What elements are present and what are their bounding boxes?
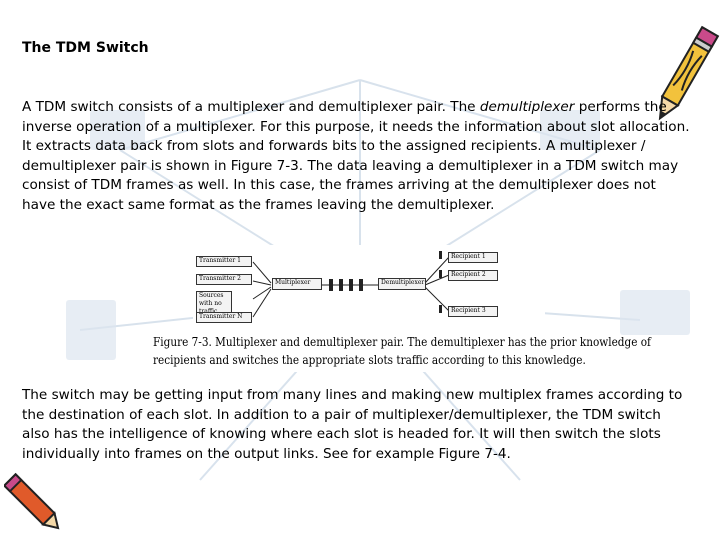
para1-text-end: performs the inverse operation of a multiplexer. For this purpose, it needs the information about slot allocation. It extracts data back from slots and forwards bits to the assigned recipients. A multiplexer / demultiplexer pair is shown in Figure 7-3. The data leaving a demultiplexer in a TDM switch may consist of TDM frames as well. In this case, the frames arriving at the demultiplexer does not have the exact same format as the frames leaving the demultiplexer. <box>22 99 690 213</box>
pencil-icon <box>4 470 64 538</box>
intro-paragraph <box>22 98 692 216</box>
para1-italic-term: demultiplexer <box>479 99 575 115</box>
figure-caption-line-2: recipients and switches the appropriate slots traffic according to this knowledge. <box>153 353 586 367</box>
laptop-icon <box>620 290 690 335</box>
recipient-2-box: Recipient 2 <box>448 270 498 281</box>
recipient-3-box: Recipient 3 <box>448 306 498 317</box>
transmitter-2-box: Transmitter 2 <box>196 274 252 285</box>
switch-paragraph: The switch may be getting input from many lines and making new multiplex frames according to the destination of each slot. In addition to a pair of multiplexer/demultiplexer, the TDM switch also has the intelligence of knowing where each slot is headed for. It will then switch the slots individually into frames on the output links. See for example Figure 7-4. <box>22 387 683 462</box>
recipient-1-box: Recipient 1 <box>448 252 498 263</box>
transmitter-1-box: Transmitter 1 <box>196 256 252 267</box>
para1-text-start: A TDM switch consists of a multiplexer and demultiplexer pair. The <box>22 99 480 115</box>
demultiplexer-box: Demultiplexer <box>378 278 426 290</box>
figure-caption <box>153 333 651 369</box>
sources-no-traffic-box: Sources with no <box>196 291 232 313</box>
transmitter-n-box: Transmitter N <box>196 312 252 323</box>
page-title: The TDM Switch <box>22 40 149 56</box>
multiplexer-box: Multiplexer <box>272 278 322 290</box>
figure-caption-line-1: Figure 7-3. Multiplexer and demultiplexer pair. The demultiplexer has the prior knowledge of <box>153 335 651 349</box>
